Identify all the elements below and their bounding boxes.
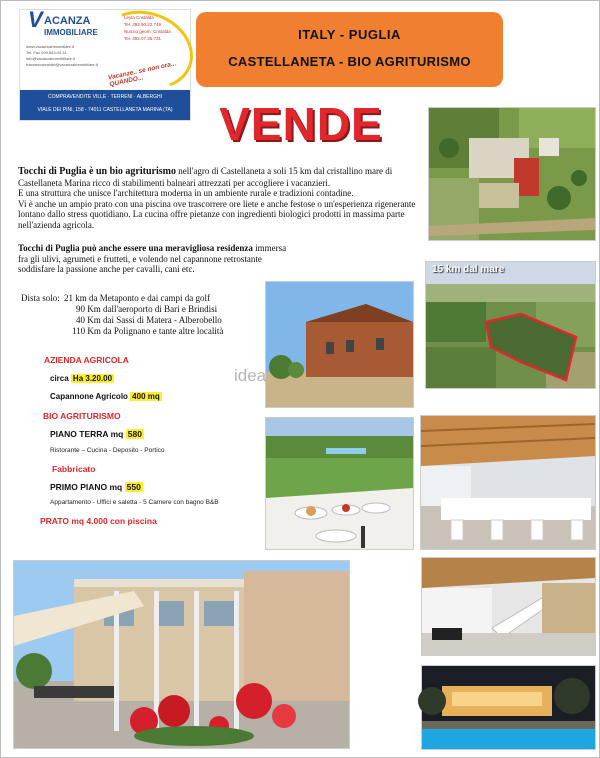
intro-paragraph [18, 166, 418, 231]
distance-label: Dista solo: [21, 293, 60, 303]
capannone-row [50, 392, 162, 401]
logo-contact-line: info@vacanzaimmobiliare.it [26, 56, 75, 61]
logo-brand-line1: ACANZA [44, 15, 91, 27]
logo-band-text: COMPRAVENDITE VILLE · TERRENI · ALBERGHI [47, 94, 162, 100]
logo-slogan: Vacanze.. se non ora... QUANDO... [107, 60, 177, 89]
watermark-text: idea [234, 366, 267, 385]
primo-piano-desc: Appartamento - Uffici e saletta - 5 Camere con bagno B&B [50, 499, 219, 506]
primo-piano-value: 550 [126, 482, 141, 492]
pool-night-image [422, 666, 595, 749]
primo-piano-label: PRIMO PIANO mq [50, 482, 123, 492]
aerial-farm-photo[interactable] [428, 107, 596, 241]
piano-terra-row [50, 429, 144, 439]
prato-text: PRATO mq 4.000 con piscina [40, 516, 157, 526]
logo-contacts [26, 44, 98, 68]
logo-contact-line: Tel. Fax 099.843.04.31 [26, 50, 67, 55]
logo-contact-line: francescoleandri@vacanzaimmobiliare.it [26, 62, 98, 67]
logo-phone-line: Tel. 392.90.22.749 [124, 22, 162, 27]
bio-title: BIO AGRITURISMO [43, 411, 121, 421]
pool-night-photo[interactable] [421, 665, 596, 750]
distance-line: 90 Km dall'aeroporto di Bari e Brindisi [76, 304, 218, 314]
distance-line: 110 Km da Polignano e tante altre località [72, 326, 224, 336]
capannone-label: Capannone Agricolo [50, 392, 128, 401]
breakfast-photo[interactable] [265, 417, 414, 550]
capannone-value: 400 mq [132, 392, 160, 401]
distance-line: 40 Km dai Sassi di Matera - Alberobello [76, 315, 222, 325]
aerial-caption: 15 km dal mare [432, 264, 505, 275]
breakfast-image [266, 418, 413, 549]
piano-terra-label: PIANO TERRA mq [50, 429, 124, 439]
header-location: CASTELLANETA - BIO AGRITURISMO [228, 54, 471, 69]
area-value: Ha 3.20.00 [72, 374, 113, 383]
area-label: circa [50, 374, 69, 383]
intro-text: nell'agro di Castellaneta a soli 15 km dal cristallino mare di Castellaneta Marina ricco di stabilimenti balneari attrezzati per accogliere i vacanzieri. [18, 166, 393, 188]
aerial-fields-photo[interactable] [425, 261, 596, 389]
residence-paragraph [18, 243, 288, 275]
aerial-fields-image [426, 262, 595, 388]
logo-address: VIALE DEI PINI, 158 - 74011 CASTELLANETA MARINA (TA) [37, 107, 173, 113]
residence-text: immersa fra gli ulivi, agrumeti e frutteti, e volendo nel capannone retrostante soddisfare la passione anche per cavalli, cani etc. [18, 243, 287, 275]
area-row [50, 374, 114, 383]
header-box [196, 12, 503, 87]
residence-bold: Tocchi di Puglia può anche essere una meravigliosa residenza [18, 243, 253, 253]
header-region: ITALY - PUGLIA [298, 27, 401, 42]
logo-phone-line: Nunzio geom. Cristalda [124, 29, 171, 34]
logo-brand-line2: IMMOBILIARE [44, 28, 98, 37]
interior-image [422, 558, 595, 655]
logo-brand [28, 7, 98, 38]
portico-image [14, 561, 349, 748]
logo-phone-line: Leyla Cristalda [124, 15, 154, 20]
intro-bold: Tocchi di Puglia è un bio agriturismo [18, 166, 176, 177]
distance-line: 21 km da Metaponto e dai campi da golf [64, 293, 210, 303]
portico-photo[interactable] [13, 560, 350, 749]
primo-piano-row [50, 482, 143, 492]
building-photo[interactable] [234, 281, 414, 408]
page-title: VENDE [219, 98, 383, 150]
piano-terra-value: 580 [127, 429, 142, 439]
building-image [266, 282, 413, 407]
intro-line3: Vi è anche un ampio prato con una piscina ove trascorrere ore liete e anche festose o un'esperienza rigenerante lontano dallo stress quotidiano. La cucina offre pietanze con ingredienti biologici prodotti in massima parte nell'azienda agricola. [18, 198, 416, 230]
fabbricato-title: Fabbricato [52, 464, 96, 474]
logo-contact-line: www.vacanzaimmobiliare.it [26, 44, 75, 49]
restaurant-image [421, 416, 595, 549]
logo-initial: V [28, 7, 43, 32]
intro-line2: E una struttura che unisce l'architettura moderna in un ambiente rurale e tradizioni contadine. [18, 188, 354, 199]
piano-terra-desc: Ristorante – Cucina - Deposito - Portico [50, 447, 165, 454]
aerial-farm-image [429, 108, 595, 240]
interior-photo[interactable] [421, 557, 596, 656]
restaurant-photo[interactable] [420, 415, 596, 550]
logo-phones [124, 14, 188, 42]
agency-logo[interactable] [19, 9, 191, 121]
azienda-title: AZIENDA AGRICOLA [44, 355, 129, 365]
logo-phone-line: Tel. 392.07.35.731 [124, 36, 162, 41]
